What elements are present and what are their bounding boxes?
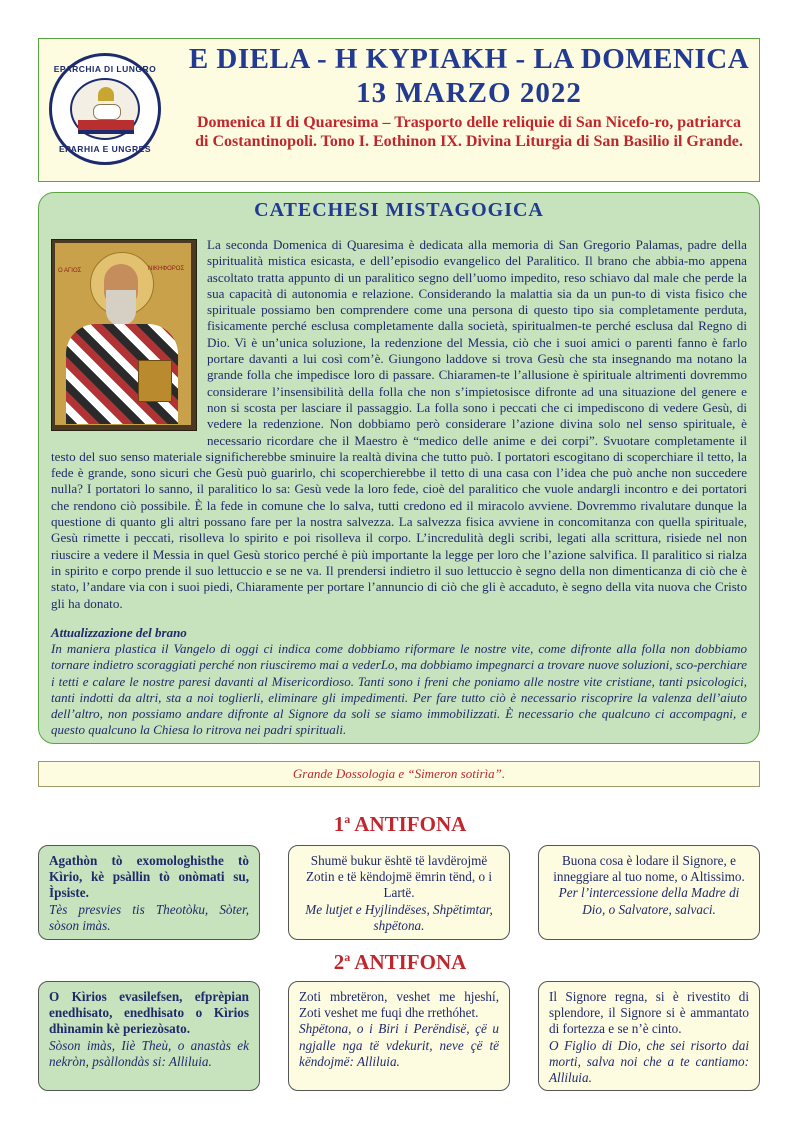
antifona2-number: 2 xyxy=(333,950,345,974)
liturgical-subtitle: Domenica II di Quaresima – Trasporto delle reliquie di San Nicefo-ro, patriarca di Costantinopoli. Tono I. Eothinon IX. Divina Liturgia di San Basilio il Grande. xyxy=(195,114,743,150)
attualizzazione-title: Attualizzazione del brano xyxy=(51,625,187,640)
page-date: 13 MARZO 2022 xyxy=(356,77,582,109)
page-title: E DIELA - Η ΚΥΡΙΑΚΗ - LA DOMENICA xyxy=(188,43,750,75)
seal-band-stripe xyxy=(78,130,134,134)
eparchy-seal-logo xyxy=(49,53,161,165)
antifona1-greek-verse: Agathòn tò exomologhisthe tò Kìrio, kè psàllin tò onòmati su, Ìpsiste. xyxy=(49,853,249,901)
saint-beard xyxy=(106,290,136,326)
seal-band xyxy=(78,120,134,130)
antifona2-albanian-card xyxy=(288,981,510,1091)
antifona2-greek-refrain: Sòson imàs, Iiè Theù, o anastàs ek nekròn, psàllondàs si: Alliluia. xyxy=(49,1037,249,1069)
antifona1-italian-refrain: Per l’intercessione della Madre di Dio, o Salvatore, salvaci. xyxy=(558,885,740,917)
mitre-icon xyxy=(98,87,114,101)
catechesi-body: La seconda Domenica di Quaresima è dedicata alla memoria di San Gregorio Palamas, padre della spiritualità mistica esicasta, e dell’episodio evangelico del Paralitico. Il brano che abbia-mo appena ascoltato tratta appunto di un paralitico segno dell’uomo impedito, reso schiavo dal male che perde la sua capacità di autonomia e relazione. Considerando la malattia sia da un pun-to di vista fisico che spirituale possiamo ben comprendere come una persona di questo tipo sia completamente perduta, fisicamente perché esclusa completamente dalla società, spiritualmen-te perché esclusa dal Regno di Dio. Vi è un’unica soluzione, la redenzione del Messia, ciò che i suoi amici o parenti fanno è farlo portare davanti a lui così com’è. Giungono laddove si trova Gesù che sta insegnando ma notano la grande folla che impedisce loro di passare. Chiaramen-te l’allusione è spirituale altrimenti dovremmo considerare l’insensibilità della folla che non s’impietosisce difronte ad una situazione del genere e non si scosta per lasciare il passaggio. La folla sono i peccati che ci impediscono di vedere Gesù, di vedere la redenzione. Non dobbiamo però considerare l’azione divina solo nel senso spirituale, è necessario ricordare che il Maestro è “medico delle anime e dei corpi”. Svuotare completamente il testo del suo senso materiale significherebbe sminuire la realtà divina che tutto può. I portatori escogitano di scoperchiare il tetto, la fede è grande, sono sicuri che Gesù può guarirlo, chi scoperchierebbe il tetto di una casa con l’idea che può anche non succedere nulla? I portatori lo sanno, il paralitico lo sa: Gesù vede la loro fede, cioè del paralitico che vuole andargli incontro e dei portatori che rendono ciò possibile. È la fede in comune che lo salva, tutti credono ed il miracolo avviene. Dovremmo rivalutare dunque la questione di quanto gli altri possano fare per la nostra salvezza. La salvezza fisica avviene in concomitanza con quella spirituale, Gesù rimette i peccati, risolleva lo spirito e poi risolleva il corpo. L’incredulità degli scribi, legati alla scrittura, risiede nel non riuscire a vedere il Messia in quel Gesù storico perché è più importante la legge per loro che l’azione salvifica. Il paralitico si rialza in spirito e corpo prende il suo lettuccio e se ne va. Il prendersi indietro il suo lettuccio è segno della non dimenticanza di ciò che è stato, l’andare via con i suoi piedi, Chiaramente per portare l’annuncio di ciò che gli è accaduto, è segno della vita nuova che Cristo gli ha donato. xyxy=(51,237,747,611)
catechesi-title: CATECHESI MISTAGOGICA xyxy=(254,199,544,221)
icon-inscription-right: ΝΙΚΗΦΟΡΟΣ xyxy=(148,266,185,272)
doxology-bar: Grande Dossologia e “Simeron sotirìa”. xyxy=(38,761,760,787)
antifona2-albanian-verse: Zoti mbretëron, veshet me hjeshí, Zoti veshet me fuqi dhe rrethóhet. xyxy=(299,989,499,1021)
antifona2-italian-card xyxy=(538,981,760,1091)
antifona1-heading xyxy=(0,812,800,837)
attualizzazione-body: In maniera plastica il Vangelo di oggi ci indica come dobbiamo riformare le nostre vite, come difronte alla folla non dobbiamo tornare indietro scoraggiati perché non riusciremo mai a vederLo, ma dobbiamo impegnarci a trovare nuove soluzioni, sco-perchiare i tetti e calare le nostre paresi davanti al Misericordioso. Tanti sono i freni che poniamo alle nostre vite cristiane, tanti psicologici, tanti indotti da altri, sta a noi toglierli, eliminare gli impedimenti. Per fare tutto ciò è necessario riscoprire la valenza dell’aiuto dell’altro, non possiamo andare difronte al Signore da soli se siamo immobilizzati. È necessario che qualcuno ci accompagni, e questo qualcuno la Chiesa lo ritrova nei padri spirituali. xyxy=(51,641,747,738)
lamb-icon xyxy=(93,104,121,120)
catechesi-section xyxy=(38,192,760,744)
seal-text-bottom: EPARHIA E UNGRES xyxy=(58,144,152,154)
antifona2-ordinal: a xyxy=(344,950,351,964)
antifona2-heading xyxy=(0,950,800,975)
antifona1-number: 1 xyxy=(333,812,345,836)
antifona1-albanian-refrain: Me lutjet e Hyjlindëses, Shpëtimtar, shpëtona. xyxy=(305,901,493,933)
antifona1-italian-verse: Buona cosa è lodare il Signore, e inneggiare al tuo nome, o Altissimo. xyxy=(553,853,745,885)
antifona2-italian-verse: Il Signore regna, si è rivestito di splendore, il Signore si è ammantato di fortezza e se n’è cinto. xyxy=(549,989,749,1037)
antifona2-italian-refrain: O Figlio di Dio, che sei risorto dai morti, salva noi che a te cantiamo: Alliluia. xyxy=(549,1037,749,1086)
gospel-book-icon xyxy=(138,360,172,402)
antifona2-albanian-refrain: Shpëtona, o i Biri i Perëndisë, çë u ngjalle nga të vdekurit, neve çë të këndojmë: Alliluia. xyxy=(299,1021,499,1069)
antifona1-albanian-card xyxy=(288,845,510,940)
saint-icon-image xyxy=(51,239,197,431)
antifona1-italian-card xyxy=(538,845,760,940)
antifona1-albanian-verse: Shumë bukur është të lavdërojmë Zotin e të këndojmë ëmrin tënd, o i Lartë. xyxy=(305,853,493,901)
antifona1-greek-card xyxy=(38,845,260,940)
seal-emblem xyxy=(70,78,140,140)
antifona2-greek-card xyxy=(38,981,260,1091)
antifona1-ordinal: a xyxy=(344,812,351,826)
antifona2-label: ANTIFONA xyxy=(350,950,467,974)
antifona2-greek-verse: O Kìrios evasilefsen, efprèpian enedhisato, enedhisato o Kìrios dhìnamin kè periezòsato. xyxy=(49,989,249,1037)
header-banner xyxy=(38,38,760,182)
antifona1-greek-refrain: Tès presvies tis Theotòku, Sòter, sòson imàs. xyxy=(49,901,249,933)
icon-inscription-left: Ο ΑΓΙΟΣ xyxy=(58,268,82,274)
antifona1-label: ANTIFONA xyxy=(350,812,467,836)
seal-text-top: EPARCHIA DI LUNGRO xyxy=(53,64,157,74)
